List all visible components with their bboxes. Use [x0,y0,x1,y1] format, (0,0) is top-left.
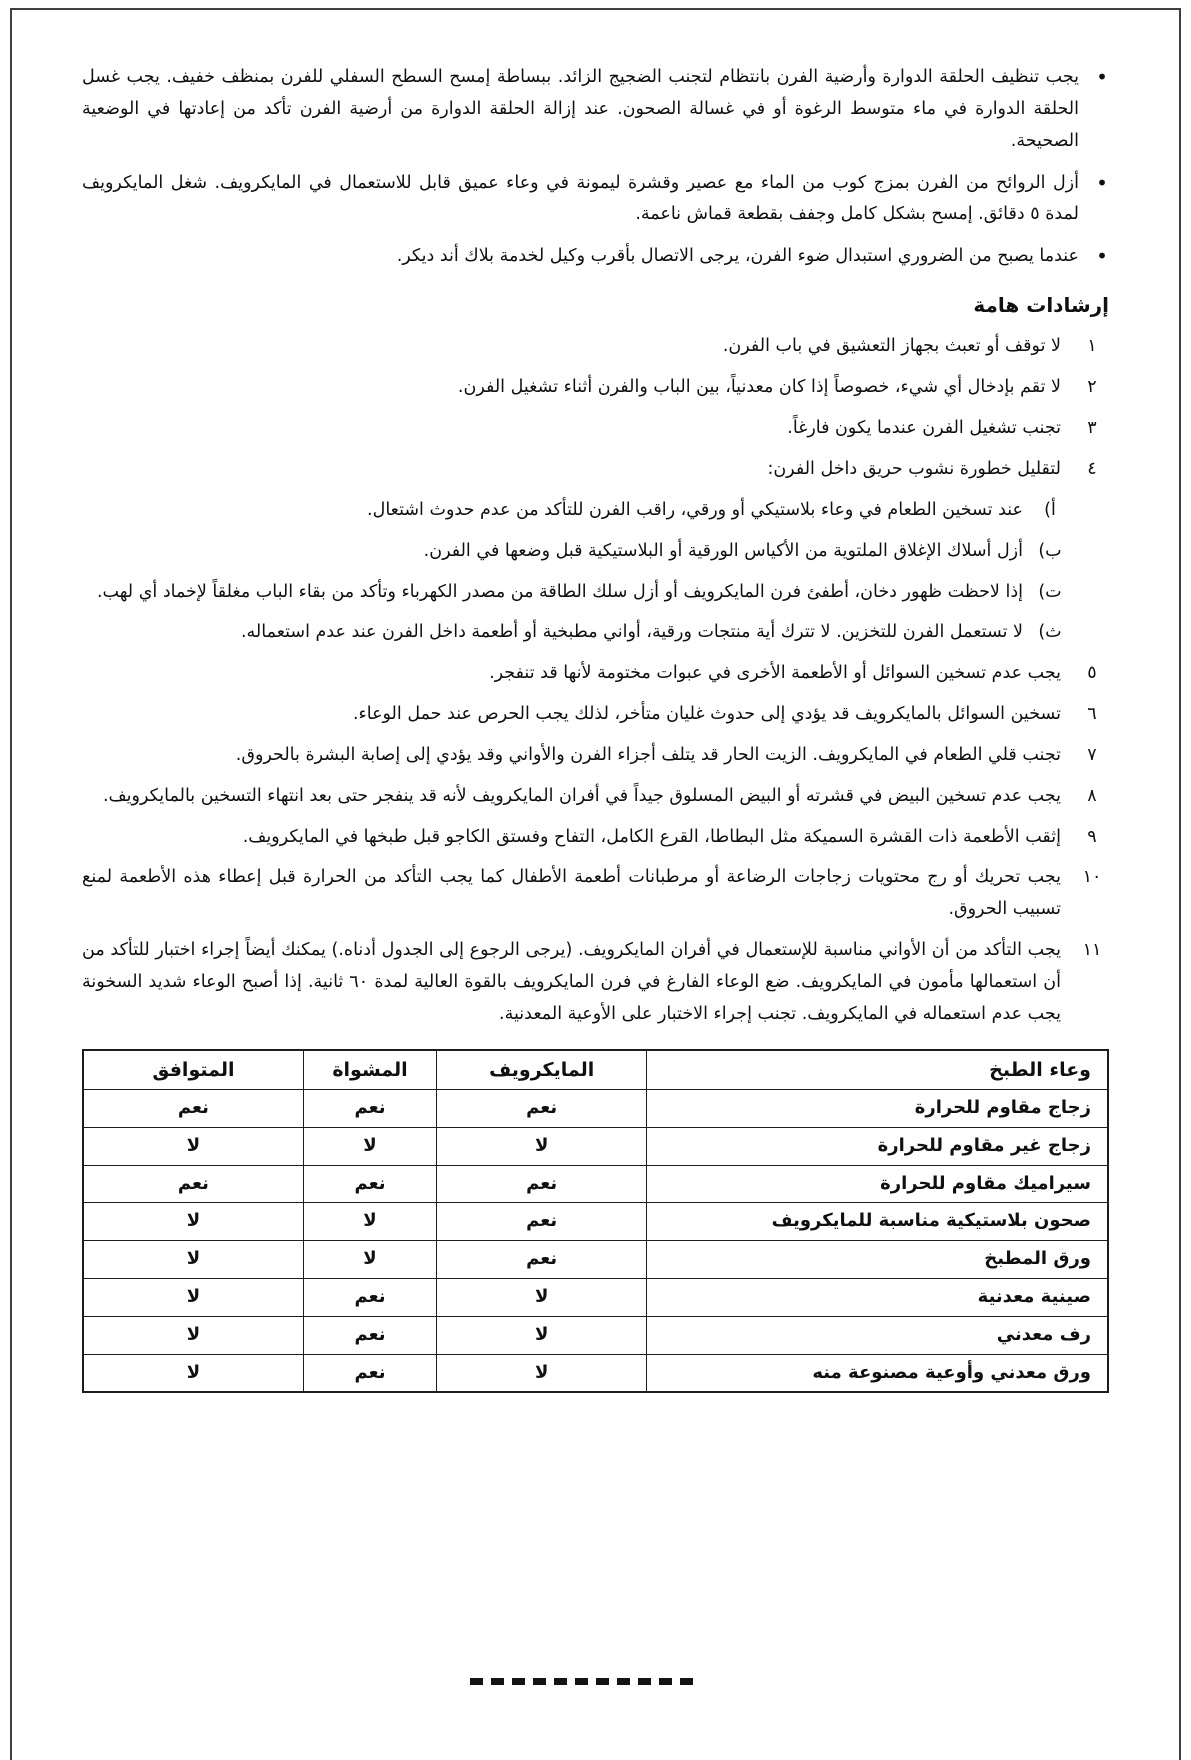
section-heading: إرشادات هامة [973,293,1109,318]
combination-value: لا [83,1203,303,1241]
table-row [83,1127,1108,1165]
list-item [82,822,1109,854]
sub-list-item [82,495,1065,527]
list-item [82,935,1109,1031]
table-row [83,1354,1108,1392]
important-instructions-list-continued [82,658,1109,1030]
item-text: تجنب قلي الطعام في المايكرويف. الزيت الحار قد يتلف أجزاء الفرن والأواني وقد يؤدي إلى إصابة البشرة بالحروق. [235,744,1061,765]
table-row [83,1316,1108,1354]
microwave-value: نعم [437,1241,647,1279]
cookware-name: زجاج مقاوم للحرارة [647,1090,1108,1128]
list-item [82,454,1109,486]
table-row [83,1241,1108,1279]
bullet-text: يجب تنظيف الحلقة الدوارة وأرضية الفرن بانتظام لتجنب الضجيج الزائد. ببساطة إمسح السطح السفلي للفرن بمنظف خفيف. يجب غسل الحلقة الدوارة في ماء متوسط الرغوة أو في غسالة الصحون. عند إزالة الحلقة الدوارة من أرضية الفرن تأكد من إعادتها في الوضعية الصحيحة. [82,67,1079,151]
sub-list-item [82,577,1065,609]
item-text: يجب تحريك أو رج محتويات زجاجات الرضاعة أو مرطبانات أطعمة الأطفال كما يجب التأكد من الحرارة قبل إعطاء هذه الأطعمة لمنع تسبيب الحروق. [82,867,1061,920]
manual-page-content [82,62,1109,1393]
grill-value: لا [303,1127,436,1165]
item-number: ١ [1087,336,1097,357]
item-text: يجب عدم تسخين البيض في قشرته أو البيض المسلوق جيداً في أفران المايكرويف لأنه قد ينفجر حتى بعد انتهاء التسخين بالمايكرويف. [102,785,1061,806]
list-item [82,658,1109,690]
combination-value: لا [83,1316,303,1354]
list-item [82,372,1109,404]
table-row [83,1203,1108,1241]
important-instructions-list [82,331,1109,485]
sub-item-label: ث) [1038,622,1062,643]
grill-value: لا [303,1241,436,1279]
combination-value: لا [83,1127,303,1165]
bullet-text: أزل الروائح من الفرن بمزج كوب من الماء مع عصير وقشرة ليمونة في وعاء عميق قابل للاستعمال في المايكرويف. شغل المايكرويف لمدة ٥ دقائق. إمسح بشكل كامل وجفف بقطعة قماش ناعمة. [82,172,1079,225]
combination-value: لا [83,1241,303,1279]
sub-item-label: ب) [1038,540,1062,561]
grill-value: نعم [303,1354,436,1392]
sub-item-text: إذا لاحظت ظهور دخان، أطفئ فرن المايكرويف أو أزل سلك الطاقة من مصدر الكهرباء وتأكد من بقاء الباب مغلقاً لإخماد أي لهب. [96,581,1023,602]
list-item [82,740,1109,772]
bullet-item [82,241,1109,273]
microwave-value: لا [437,1316,647,1354]
cookware-name: ورق المطبخ [647,1241,1108,1279]
item-number: ٦ [1087,704,1097,725]
table-header-row [83,1050,1108,1090]
item-text: لتقليل خطورة نشوب حريق داخل الفرن: [767,458,1061,479]
sub-item-label: ت) [1038,581,1062,602]
item-text: يجب عدم تسخين السوائل أو الأطعمة الأخرى في عبوات مختومة لأنها قد تنفجر. [489,663,1061,684]
intro-bullet-list [82,62,1109,273]
microwave-value: لا [437,1127,647,1165]
cookware-compatibility-table [82,1049,1109,1394]
grill-value: نعم [303,1165,436,1203]
bullet-item [82,62,1109,158]
item-text: تسخين السوائل بالمايكرويف قد يؤدي إلى حدوث غليان متأخر، لذلك يجب الحرص عند حمل الوعاء. [352,704,1061,725]
cookware-name: رف معدني [647,1316,1108,1354]
combination-value: نعم [83,1090,303,1128]
item-number: ٢ [1087,377,1097,398]
list-item [82,331,1109,363]
list-item [82,781,1109,813]
item-number: ١٠ [1082,867,1102,888]
combination-value: لا [83,1354,303,1392]
item-number: ٥ [1087,663,1097,684]
cookware-name: صحون بلاستيكية مناسبة للمايكرويف [647,1203,1108,1241]
fire-risk-sublist [82,495,1065,649]
microwave-value: لا [437,1279,647,1317]
item-number: ٤ [1087,458,1097,479]
list-item [82,862,1109,926]
grill-value: لا [303,1203,436,1241]
item-number: ١١ [1082,940,1102,961]
sub-item-text: أزل أسلاك الإغلاق الملتوية من الأكياس الورقية أو البلاستيكية قبل وضعها في الفرن. [423,540,1023,561]
list-item [82,699,1109,731]
list-item [82,413,1109,445]
footer-clipped-text [470,1678,700,1685]
column-header-microwave: المايكرويف [437,1050,647,1090]
combination-value: نعم [83,1165,303,1203]
cookware-name: صينية معدنية [647,1279,1108,1317]
sub-list-item [82,536,1065,568]
cookware-name: ورق معدني وأوعية مصنوعة منه [647,1354,1108,1392]
microwave-value: نعم [437,1090,647,1128]
cookware-name: زجاج غير مقاوم للحرارة [647,1127,1108,1165]
combination-value: لا [83,1279,303,1317]
item-number: ٨ [1087,785,1097,806]
sub-list-item [82,617,1065,649]
table-row [83,1090,1108,1128]
item-text: لا توقف أو تعبث بجهاز التعشيق في باب الفرن. [722,336,1061,357]
column-header-cookware: وعاء الطبخ [647,1050,1108,1090]
grill-value: نعم [303,1316,436,1354]
item-number: ٧ [1087,744,1097,765]
sub-item-text: لا تستعمل الفرن للتخزين. لا تترك أية منتجات ورقية، أواني مطبخية أو أطعمة داخل الفرن عند عدم استعماله. [240,622,1023,643]
bullet-item [82,168,1109,232]
item-text: يجب التأكد من أن الأواني مناسبة للإستعمال في أفران المايكرويف. (يرجى الرجوع إلى الجدول أدناه.) يمكنك أيضاً إجراء اختبار للتأكد من أن استعمالها مأمون في المايكرويف. ضع الوعاء الفارغ في فرن المايكرويف بالقوة العالية لمدة ٦٠ ثانية. إذا أصبح الوعاء شديد السخونة يجب عدم استعماله في المايكرويف. تجنب إجراء الاختبار على الأوعية المعدنية. [82,940,1062,1024]
item-text: لا تقم بإدخال أي شيء، خصوصاً إذا كان معدنياً، بين الباب والفرن أثناء تشغيل الفرن. [457,377,1061,398]
bullet-marker: • [1096,170,1108,195]
grill-value: نعم [303,1090,436,1128]
microwave-value: نعم [437,1203,647,1241]
column-header-combination: المتوافق [83,1050,303,1090]
microwave-value: لا [437,1354,647,1392]
item-text: إثقب الأطعمة ذات القشرة السميكة مثل البطاطا، القرع الكامل، التفاح وفستق الكاجو قبل طبخها في المايكرويف. [242,826,1061,847]
bullet-marker: • [1096,65,1108,89]
item-text: تجنب تشغيل الفرن عندما يكون فارغاً. [787,418,1061,439]
item-number: ٣ [1087,418,1097,439]
column-header-grill: المشواة [303,1050,436,1090]
cookware-name: سيراميك مقاوم للحرارة [647,1165,1108,1203]
bullet-marker: • [1096,244,1108,269]
table-row [83,1165,1108,1203]
sub-item-label: أ) [1044,499,1056,520]
microwave-value: نعم [437,1165,647,1203]
grill-value: نعم [303,1279,436,1317]
sub-item-text: عند تسخين الطعام في وعاء بلاستيكي أو ورقي، راقب الفرن للتأكد من عدم حدوث اشتعال. [367,499,1023,520]
bullet-text: عندما يصبح من الضروري استبدال ضوء الفرن، يرجى الاتصال بأقرب وكيل لخدمة بلاك أند ديكر. [396,246,1079,267]
item-number: ٩ [1087,826,1097,847]
table-row [83,1279,1108,1317]
